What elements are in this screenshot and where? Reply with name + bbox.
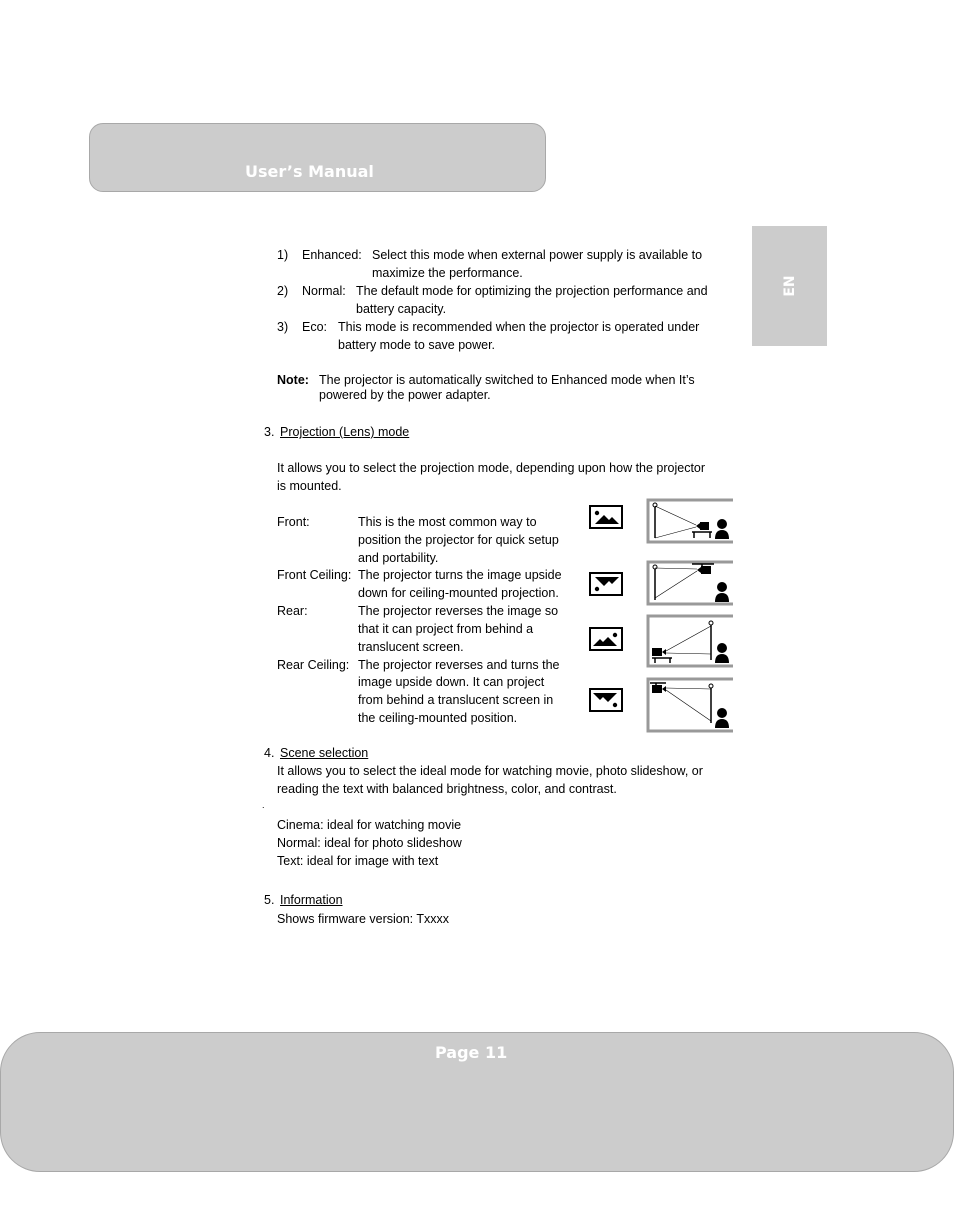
rear-ceiling-desc-line1: The projector reverses and turns the (358, 658, 560, 672)
scene-text: Text: ideal for image with text (277, 854, 439, 868)
section4-intro-line1: It allows you to select the ideal mode for watching movie, photo slideshow, or (277, 764, 703, 778)
front-ceiling-desc-line1: The projector turns the image upside (358, 568, 562, 582)
front-label: Front: (277, 515, 310, 529)
rear-ceiling-setup-illustration (646, 677, 733, 733)
front-setup-illustration (646, 498, 733, 544)
rear-desc-line2: that it can project from behind a (358, 622, 534, 636)
rear-ceiling-desc-line4: the ceiling-mounted position. (358, 711, 518, 725)
note-line1: The projector is automatically switched to Enhanced mode when It’s (319, 373, 695, 387)
front-ceiling-label: Front Ceiling: (277, 568, 352, 582)
stray-dot: . (262, 800, 265, 810)
mode-1-line1: Select this mode when external power supply is available to (372, 248, 703, 262)
mode-3-number: 3) (277, 320, 289, 334)
section4-number: 4. (264, 746, 275, 760)
mode-3-name: Eco: (302, 320, 328, 334)
section4-intro-line2: reading the text with balanced brightness, color, and contrast. (277, 782, 617, 796)
front-desc-line2: position the projector for quick setup (358, 533, 559, 547)
front-image-icon (589, 505, 623, 529)
mode-3-line2: battery mode to save power. (338, 338, 496, 352)
scene-cinema: Cinema: ideal for watching movie (277, 818, 462, 832)
header-tab (89, 123, 546, 192)
mode-1-name: Enhanced: (302, 248, 362, 262)
rear-setup-illustration (646, 614, 733, 668)
rear-ceiling-desc-line2: image upside down. It can project (358, 675, 545, 689)
front-desc-line3: and portability. (358, 551, 439, 565)
mode-1-line2: maximize the performance. (372, 266, 523, 280)
page-number: Page 11 (435, 1043, 508, 1062)
mode-1-number: 1) (277, 248, 289, 262)
rear-desc-line1: The projector reverses the image so (358, 604, 559, 618)
section4-title: Scene selection (280, 746, 369, 760)
rear-ceiling-label: Rear Ceiling: (277, 658, 350, 672)
section3-intro-line2: is mounted. (277, 479, 342, 493)
mode-2-number: 2) (277, 284, 289, 298)
manual-title: User’s Manual (245, 162, 374, 181)
scene-normal: Normal: ideal for photo slideshow (277, 836, 462, 850)
rear-desc-line3: translucent screen. (358, 640, 464, 654)
section5-title: Information (280, 893, 343, 907)
firmware-version-text: Shows firmware version: Txxxx (277, 912, 450, 926)
note-label: Note: (277, 373, 309, 387)
section5-number: 5. (264, 893, 275, 907)
rear-image-icon (589, 627, 623, 651)
front-ceiling-desc-line2: down for ceiling-mounted projection. (358, 586, 559, 600)
language-tab (752, 226, 827, 346)
mode-2-line2: battery capacity. (356, 302, 447, 316)
language-label: EN (782, 275, 798, 297)
mode-2-line1: The default mode for optimizing the projection performance and (356, 284, 708, 298)
rear-ceiling-desc-line3: from behind a translucent screen in (358, 693, 554, 707)
front-ceiling-setup-illustration (646, 560, 733, 606)
mode-2-name: Normal: (302, 284, 346, 298)
section3-title: Projection (Lens) mode (280, 425, 410, 439)
footer-band (0, 1032, 954, 1172)
front-desc-line1: This is the most common way to (358, 515, 537, 529)
rear-ceiling-image-icon (589, 688, 623, 712)
front-ceiling-image-icon (589, 572, 623, 596)
note-line2: powered by the power adapter. (319, 388, 491, 402)
section3-number: 3. (264, 425, 275, 439)
mode-3-line1: This mode is recommended when the projector is operated under (338, 320, 700, 334)
rear-label: Rear: (277, 604, 308, 618)
section3-intro-line1: It allows you to select the projection mode, depending upon how the projector (277, 461, 706, 475)
